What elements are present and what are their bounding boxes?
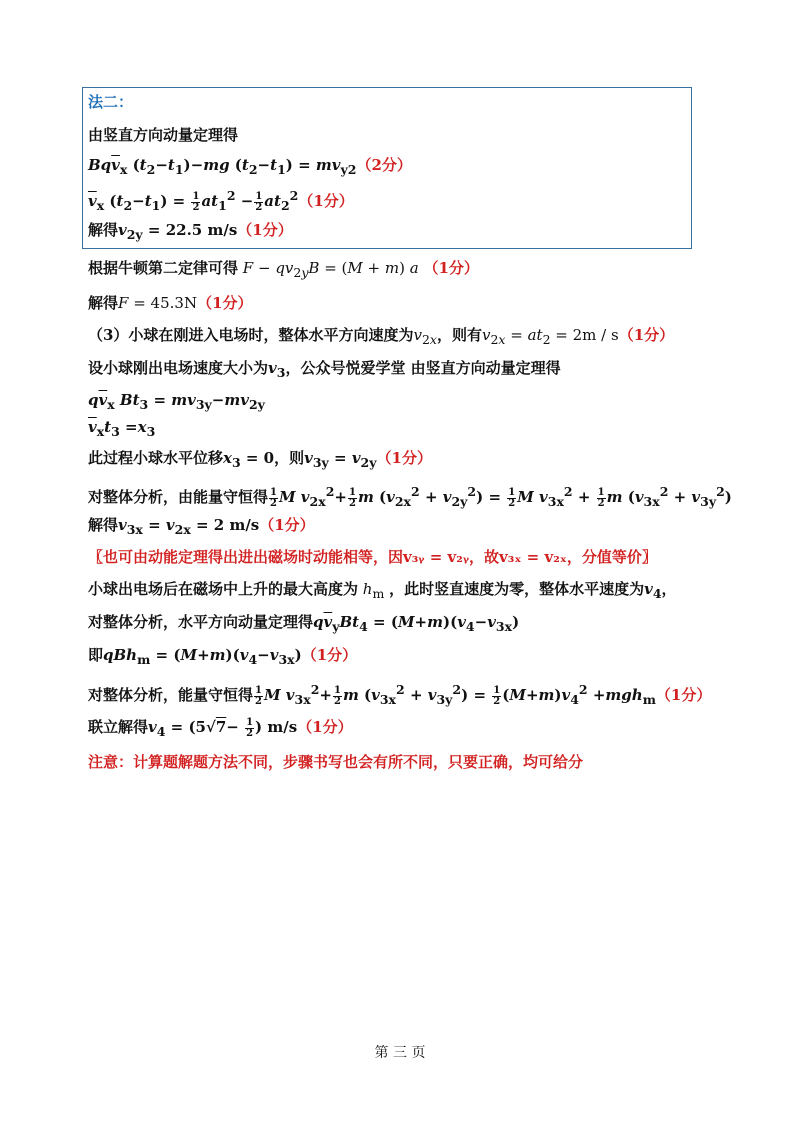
score: （1分） [297,718,353,736]
note-general: 注意：计算题解题方法不同，步骤书写也会有所不同，只要正确，均可给分 [88,753,584,771]
rise-line: 小球出电场后在磁场中上升的最大高度为 $h_m$ ，此时竖直速度为零，整体水平速度为$v_4$， [88,580,677,601]
momentum-line: 对整体分析，水平方向动量定理得$q\overline{v}_yBt_4 = (M+m)(v_4-v_{3x})$ [88,613,520,634]
method2-result: 解得$v_{2y} = 22.5$ m/s（1分） [88,221,293,242]
method2-intro: 由竖直方向动量定理得 [88,126,239,144]
score: （2分） [356,156,412,174]
method2-title: 法二： [88,93,134,111]
energy-line-2: 对整体分析，能量守恒得 $\frac{1}{2}$ M $v_{3x}^2+$ $\frac{1}{2}$ m $(v_{3x}^2 + v_{3y}^2)$ = $\frac{1}{2}$ $(M+m)v_4^2 +mgh_m(1$分） [88,682,712,707]
score: （1分） [298,192,354,210]
part3-line: （3）小球在刚进入电场时，整体水平方向速度为$v_{2x}$，则有$v_{2x} = at_2 = 2m / s(1$分） [88,326,675,347]
page-footer: 第 三 页 [374,1045,426,1061]
score: （1分） [237,221,293,239]
equation-4: $\overline{v}_xt_3 =x_3$ [88,418,156,439]
score: （1分） [423,259,479,277]
score: （1分） [655,686,712,704]
displacement-line: 此过程小球水平位移$x_3 = 0$，则$v_{3y} = v_{2y}(1$分） [88,449,432,470]
equation-3: $q\overline{v}_x$ $Bt_3 = mv_{3y}-mv_{2y}$ [88,391,265,412]
final-line: 联立解得$v_4 = (5√7-$ $\frac{1}{2}$ ) m/s（1分） [88,716,353,739]
score: （1分） [197,294,253,312]
result-v3x: 解得$v_{3x} = v_{2x} = 2$ m/s（1分） [88,516,315,537]
score: （1分） [259,516,315,534]
note-alternative: 〖也可由动能定理得出进出磁场时动能相等，因v₃ᵧ = v₂ᵧ，故v₃ₓ = v₂ₓ，分值等价〗 [88,548,657,566]
newton-law: 根据牛顿第二定律可得 $F - qv_{2y}B = (M + m)$ a （1分） [88,259,479,280]
equation-2: $\overline{v}_x$ $(t_2-t_1)$ = $\frac{1}{2}$ $at_1^2$ − $\frac{1}{2}$ $at_2^2(1$分） [88,188,354,213]
equation-1: $Bq\overline{v}_x$ $(t_2-t_1)-mg$ $(t_2-t_1) = mv_{y2}(2$分） [88,156,412,177]
score: （1分） [618,326,675,344]
energy-line-1: 对整体分析，由能量守恒得 $\frac{1}{2}$ M $v_{2x}^2+$ $\frac{1}{2}$ m $(v_{2x}^2 + v_{2y}^2)$ = $\frac{1}{2}$ M $v_{3x}^2$ + $\frac{1}{2}$ m $(v_{3x}^2 + v_{3y}^2)$ [88,484,732,509]
score: （1分） [376,449,432,467]
exit-line: 设小球刚出电场速度大小为$v_3$，公众号悦爱学堂 由竖直方向动量定理得 [88,359,561,380]
force-result: 解得F = 45.3N（1分） [88,294,253,312]
ie-line: 即$qBh_m = (M+m)(v_4-v_{3x})(1$分） [88,646,358,667]
score: （1分） [301,646,358,664]
